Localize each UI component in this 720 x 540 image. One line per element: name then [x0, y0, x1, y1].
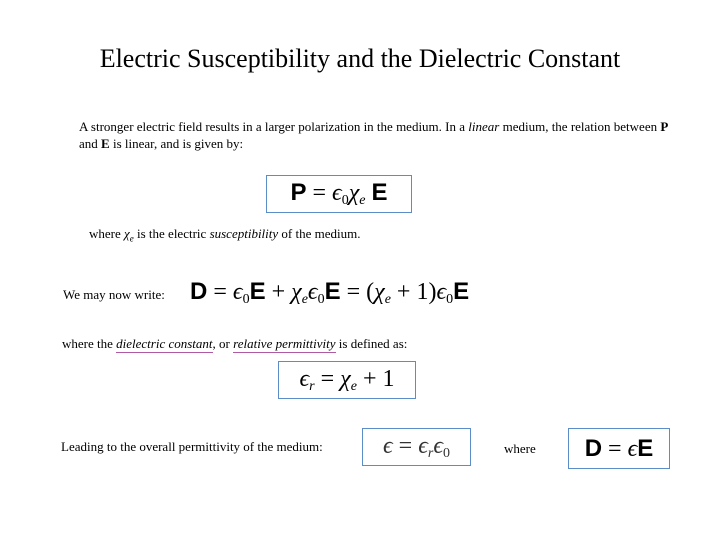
- equation-d-eps-e-box: [568, 428, 670, 469]
- eq2-equals-1: =: [207, 279, 233, 305]
- eq3-sub-r: r: [309, 378, 315, 394]
- slide-title: Electric Susceptibility and the Dielectric Constant: [99, 44, 621, 73]
- equation-permittivity-box: [362, 428, 471, 466]
- where-chi-symbol: χ: [124, 226, 130, 241]
- where-dielectric-suffix: is defined as:: [335, 336, 408, 351]
- equation-relative-permittivity: [300, 366, 395, 395]
- intro-text-1: A stronger electric field results in a larger polarization in the medium. In a: [79, 119, 469, 134]
- where-chi-sub: e: [129, 233, 134, 244]
- eq5-equals: =: [602, 435, 628, 462]
- eq2-epsilon-1: ϵ: [232, 279, 243, 305]
- where-dielectric-mid: , or: [212, 336, 234, 351]
- eq1-p: P: [290, 179, 307, 206]
- eq1-chi-sub: e: [359, 193, 366, 208]
- where-dielectric-prefix: where the: [62, 336, 117, 351]
- intro-text-3: is linear, and is given by:: [109, 136, 244, 151]
- eq3-chi: χ: [340, 365, 351, 392]
- eq1-e: E: [371, 179, 388, 206]
- where-chi-term: susceptibility: [209, 226, 279, 241]
- eq2-chi-2: χ: [374, 279, 385, 305]
- eq1-chi: χ: [348, 180, 360, 206]
- equation-relative-permittivity-box: [278, 361, 416, 399]
- leading-text: Leading to the overall permittivity of the medium:: [61, 439, 323, 454]
- eq2-sub-0-3: 0: [446, 292, 454, 307]
- eq2-e-1: E: [249, 278, 266, 305]
- eq3-sub-e: e: [350, 378, 357, 394]
- eq2-e-2: E: [324, 278, 341, 305]
- eq2-chi-1: χ: [291, 279, 302, 305]
- eq4-epsilon-0: ϵ: [433, 432, 443, 459]
- equation-d-eps-e: [585, 435, 654, 463]
- where-dielectric-text: [62, 335, 407, 352]
- eq2-epsilon-3: ϵ: [436, 279, 447, 305]
- eq2-plus-one: + 1): [390, 279, 437, 305]
- eq3-equals: =: [314, 365, 341, 392]
- eq3-epsilon: ϵ: [299, 365, 310, 392]
- where-chi-suffix: of the medium.: [278, 226, 361, 241]
- eq2-sub-0-1: 0: [242, 292, 250, 307]
- eq4-sub-r: r: [427, 445, 434, 461]
- eq2-sub-e-2: e: [384, 292, 391, 307]
- eq1-epsilon: ϵ: [332, 180, 342, 206]
- eq2-epsilon-2: ϵ: [307, 279, 318, 305]
- where-chi-text: [89, 225, 361, 248]
- eq2-plus: +: [265, 279, 292, 305]
- eq2-sub-e-1: e: [301, 292, 308, 307]
- relative-permittivity-term: relative permittivity: [233, 336, 336, 351]
- intro-linear-word: linear: [468, 119, 500, 134]
- eq5-d: D: [584, 434, 603, 462]
- intro-e-symbol: E: [101, 136, 110, 151]
- dielectric-constant-term: dielectric constant: [116, 336, 213, 351]
- eq1-equals: =: [306, 180, 333, 206]
- eq4-equals: =: [392, 432, 419, 459]
- where-chi-mid: is the electric: [133, 226, 210, 241]
- where-chi-prefix: where: [89, 226, 125, 241]
- intro-text-2: medium, the relation between: [499, 119, 661, 134]
- intro-paragraph: [79, 118, 679, 152]
- eq5-e: E: [637, 434, 654, 462]
- eq2-sub-0-2: 0: [317, 292, 325, 307]
- we-may-write-label: We may now write:: [63, 287, 165, 302]
- eq1-epsilon-sub: 0: [341, 193, 349, 208]
- equation-polarization-box: [266, 175, 412, 213]
- eq2-d: D: [190, 278, 208, 305]
- intro-p-symbol: P: [660, 119, 669, 134]
- eq5-epsilon: ϵ: [627, 435, 638, 462]
- where-label: where: [504, 441, 536, 456]
- eq4-epsilon: ϵ: [382, 432, 393, 459]
- eq4-epsilon-r: ϵ: [418, 432, 428, 459]
- equation-polarization: [290, 179, 387, 209]
- eq4-sub-0: 0: [443, 445, 450, 461]
- intro-and: and: [79, 136, 102, 151]
- equation-displacement: [190, 278, 469, 308]
- eq3-plus-one: + 1: [356, 365, 395, 392]
- eq2-open-paren: (: [366, 279, 375, 305]
- equation-permittivity: [383, 433, 450, 462]
- eq2-e-3: E: [453, 278, 470, 305]
- eq2-equals-2: =: [340, 279, 367, 305]
